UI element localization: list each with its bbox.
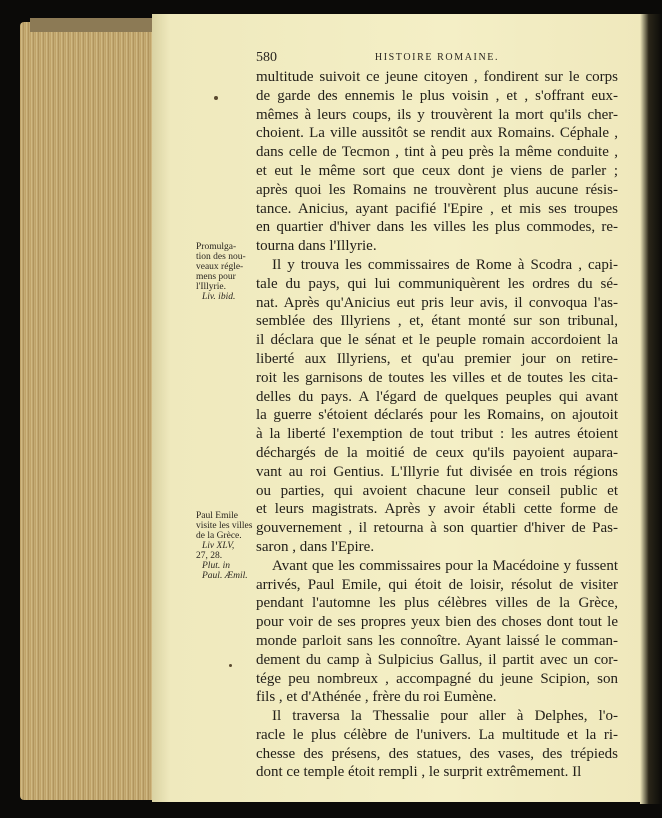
margin-note-line: tion des nou- [196, 252, 246, 262]
right-page-shadow [640, 14, 662, 804]
text-line: dont ce temple étoit rempli , le surprit extrêmement. Il [256, 764, 582, 781]
margin-note-line: mens pour [196, 272, 236, 282]
page-body-text [256, 68, 618, 782]
margin-note-line: Paul. Æmil. [202, 571, 248, 581]
text-line: racle le plus célèbre de l'univers. La multitude et la ri- [256, 726, 618, 743]
text-line: tale du pays, qui lui communiquèrent les ordres du sé- [256, 275, 618, 292]
text-line: après quoi les Romains ne trouvèrent plus aucune résis- [256, 181, 618, 198]
margin-note-line: Promulga- [196, 242, 237, 252]
text-line: roit les garnisons de toutes les villes et de toutes les cita- [256, 369, 618, 386]
margin-note-line: de la Grèce. [196, 531, 242, 541]
margin-note-paul-emile [196, 511, 256, 581]
text-line: dans celle de Tecmon , tint à peu près la même conduite , [256, 144, 618, 161]
text-line: tance. Anicius, ayant pacifié l'Epire , et mis ses troupes [256, 200, 618, 217]
text-line: liberté aux Illyriens, et qu'au premier jour on retire- [256, 350, 618, 367]
text-line: à la liberté l'exemption de tout tribut : les autres étoient [256, 426, 618, 443]
margin-note-line: Liv XLV, [202, 541, 235, 551]
book-top-edge [30, 18, 155, 32]
margin-note-line: Plut. in [202, 561, 230, 571]
text-line: déchargés de la moitié de ceux qu'ils payoient aupara- [256, 444, 618, 461]
text-line: multitude suivoit ce jeune citoyen , fondirent sur le corps [256, 69, 618, 85]
text-line: de garde des ennemis le plus voisin , et , s'offrant eux- [256, 87, 618, 104]
text-line: delles du pays. A l'égard de quelques peuples qui avant [256, 388, 618, 405]
running-title: HISTOIRE ROMAINE. [374, 52, 500, 63]
text-line: chesse des présens, des statues, des vases, des trépieds [256, 745, 618, 762]
text-line: gouvernement , il retourna à son quartier d'hiver de Pas- [256, 520, 618, 537]
text-line: et eut le même sort que ceux dont je viens de parler ; [256, 162, 618, 179]
text-line: choient. La ville aussitôt se rendit aux Romains. Céphale , [256, 125, 618, 142]
text-line: et leurs magistrats. Après y avoir établi cette forme de [256, 501, 618, 518]
text-line: Il traversa la Thessalie pour aller à Delphes, l'o- [272, 708, 618, 725]
text-line: fils , et d'Athénée , frère du roi Eumène. [256, 689, 497, 706]
margin-note-line: Paul Emile [196, 511, 238, 521]
margin-note-line: veaux régle- [196, 262, 244, 272]
text-line: semblée des Illyriens , et, étant monté sur son tribunal, [256, 313, 618, 330]
text-line: vant au roi Gentius. L'Illyrie fut divisée en trois régions [256, 463, 618, 480]
margin-note-line: 27, 28. [196, 551, 223, 561]
text-line: il déclara que le sénat et le peuple romain accordoient la [256, 332, 618, 349]
book-page-edges [20, 22, 160, 800]
text-line: ou parties, qui avoient chacune leur conseil public et [256, 482, 618, 499]
text-line: tourna dans l'Illyrie. [256, 238, 377, 255]
text-line: nat. Après qu'Anicius eut pris leur avis, il convoqua l'as- [256, 294, 618, 311]
text-line: dement du camp à Sulpicius Gallus, il partit avec un cor- [256, 651, 618, 668]
text-line: en quartier d'hiver dans les villes les plus commodes, re- [256, 219, 618, 236]
margin-note-line: Liv. ibid. [202, 292, 236, 302]
text-line: la guerre s'étoient déclarés pour les Romains, on ajoutoit [256, 407, 618, 424]
ink-spot [229, 664, 232, 667]
text-line: Il y trouva les commissaires de Rome à Scodra , capi- [272, 256, 618, 273]
text-line: Avant que les commissaires pour la Macédoine y fussent [272, 557, 618, 574]
margin-note-promulgation [196, 242, 256, 302]
text-line: monde parloit sans les connoître. Ayant laissé le comman- [256, 632, 618, 649]
ink-spot [214, 96, 218, 100]
text-line: mêmes à leurs coups, ils y trouvèrent la mort qu'ils cher- [256, 106, 618, 123]
margin-note-line: visite les villes [196, 521, 253, 531]
margin-note-line: l'Illyrie. [196, 282, 226, 292]
text-line: saron , dans l'Epire. [256, 538, 375, 555]
text-line: tége peu nombreux , accompagné du jeune Scipion, son [256, 670, 618, 687]
page-number: 580 [256, 50, 277, 65]
text-line: arrivés, Paul Emile, qui étoit de loisir, résolut de visiter [256, 576, 618, 593]
text-line: pendant l'automne les plus célèbres villes de la Grèce, [256, 595, 618, 612]
text-line: pour voir de ses propres yeux bien des choses dont tout le [256, 614, 618, 631]
